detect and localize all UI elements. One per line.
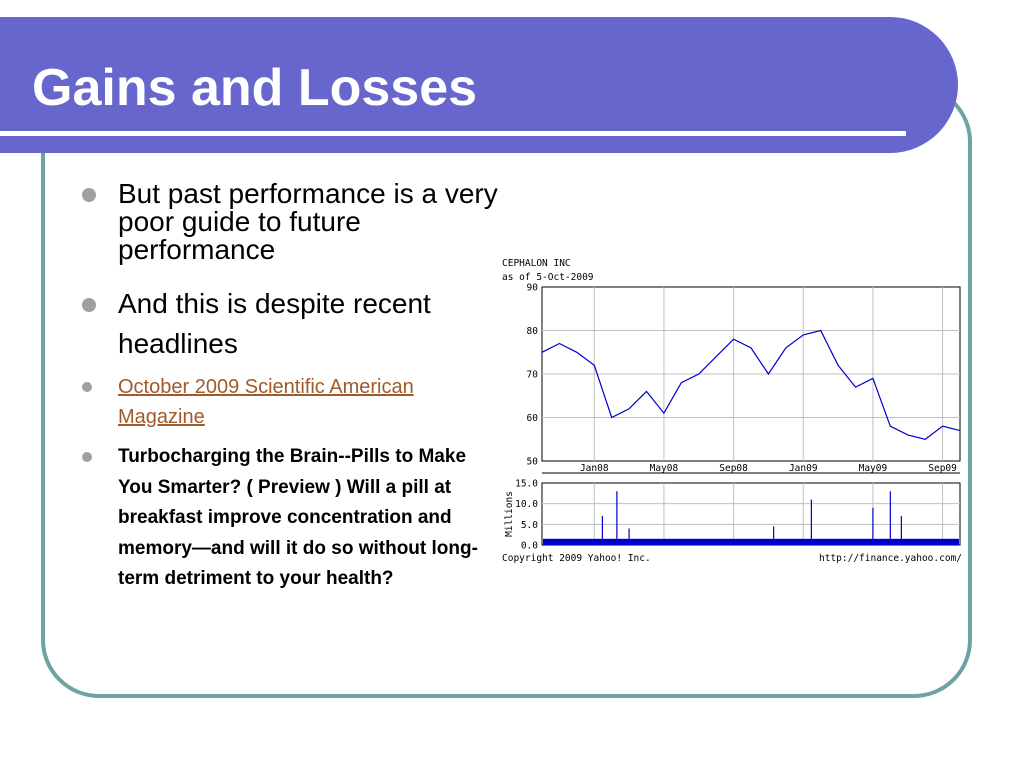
x-tick-label: Jan08: [579, 463, 609, 474]
chart-copyright: Copyright 2009 Yahoo! Inc.: [502, 553, 651, 564]
volume-tick-label: 0.0: [520, 540, 538, 552]
title-underline: [0, 131, 906, 136]
magazine-link[interactable]: October 2009 Scientific American Magazine: [118, 376, 414, 428]
volume-panel: [504, 479, 960, 552]
x-tick-label: May08: [649, 463, 679, 474]
volume-plot-area: [542, 483, 960, 545]
bullet-text: Turbocharging the Brain--Pills to Make You Smarter? ( Preview ) Will a pill at breakfast improve concentration and memory—and will it do so without long-term detriment to your health?: [118, 446, 478, 589]
bullet-magazine: [80, 372, 500, 432]
volume-tick-label: 10.0: [515, 499, 538, 511]
chart-subtitle: as of 5-Oct-2009: [502, 272, 594, 283]
x-axis-labels: [542, 463, 960, 474]
x-tick-label: Jan09: [788, 463, 818, 474]
bullet-text: But past performance is a very poor guide to future performance: [118, 178, 498, 265]
stock-chart: [500, 255, 964, 567]
x-tick-label: May09: [858, 463, 888, 474]
bullet-dot: [82, 298, 96, 312]
price-tick-label: 50: [526, 456, 538, 468]
price-tick-label: 90: [526, 282, 538, 294]
x-tick-label: Sep08: [719, 463, 748, 474]
chart-title: CEPHALON INC: [502, 258, 571, 269]
volume-tick-label: 15.0: [515, 478, 538, 490]
price-tick-label: 60: [526, 413, 538, 424]
price-panel: [527, 283, 960, 475]
slide-title: Gains and Losses: [32, 59, 478, 117]
bullet-dot: [82, 188, 96, 202]
volume-tick-label: 5.0: [520, 519, 538, 531]
bullet-recent-headlines: [80, 284, 500, 364]
bullet-past-performance: [80, 180, 500, 264]
bullet-dot: [82, 452, 92, 462]
x-tick-label: Sep09: [928, 463, 957, 474]
bullet-dot: [82, 382, 92, 392]
bullet-article: [80, 442, 500, 595]
volume-axis-label: Millions: [504, 491, 515, 537]
price-tick-label: 70: [526, 369, 538, 381]
price-tick-label: 80: [526, 326, 538, 337]
chart-source: http://finance.yahoo.com/: [819, 553, 962, 564]
bullet-list: [80, 180, 500, 595]
volume-baseline-band: [543, 539, 959, 545]
title-bar: [0, 17, 958, 153]
bullet-text: And this is despite recent headlines: [118, 288, 431, 359]
